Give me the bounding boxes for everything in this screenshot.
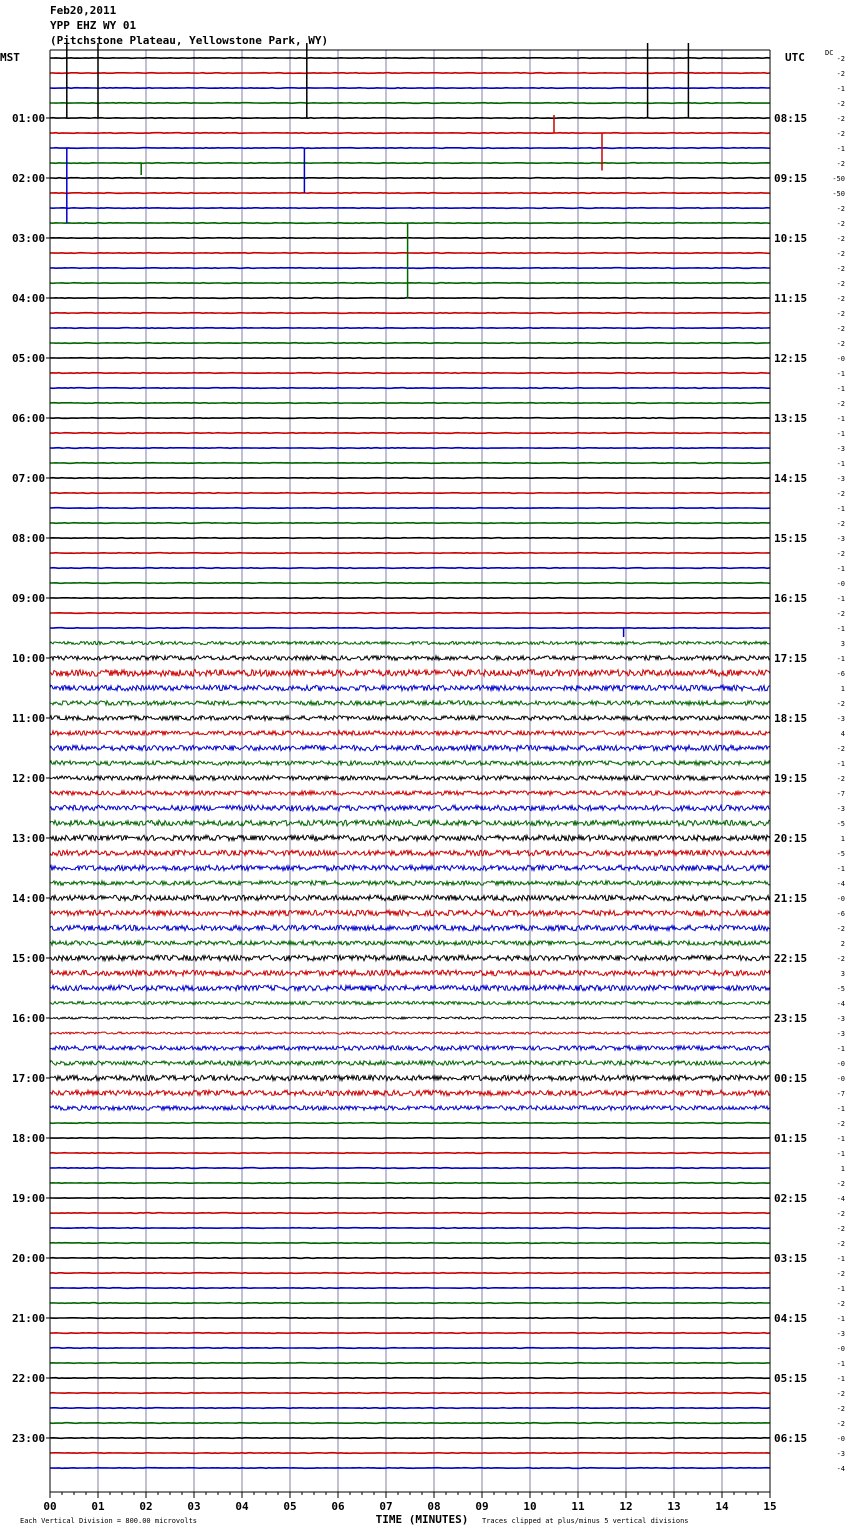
dc-offset-label: -1 [836,1255,845,1263]
trace-line [50,805,770,810]
dc-offset-label: -2 [836,1180,845,1188]
trace-line [50,433,770,434]
trace-line [50,553,770,554]
trace-line [50,598,770,599]
dc-offset-label: -1 [836,865,845,873]
dc-offset-label: -3 [836,535,845,543]
trace-line [50,508,770,509]
dc-offset-label: 4 [840,730,845,738]
dc-offset-label: -2 [836,295,845,303]
mst-tick-label: 14:00 [12,892,46,905]
dc-offset-label: -1 [836,430,845,438]
dc-offset-label: -2 [836,220,845,228]
dc-offset-label: -1 [836,625,845,633]
trace-line [50,1453,770,1454]
trace-line [50,1303,770,1304]
dc-offset-label: -0 [836,1345,845,1353]
dc-offset-label: -1 [836,85,845,93]
trace-line [50,418,770,419]
dc-offset-label: -2 [836,160,845,168]
trace-line [50,448,770,449]
dc-offset-label: -2 [836,400,845,408]
x-tick-label: 02 [139,1500,153,1513]
dc-offset-label: 2 [840,940,845,948]
trace-line [50,328,770,329]
dc-offset-label: -7 [836,790,845,798]
dc-offset-label: -3 [836,1030,845,1038]
dc-offset-label: -1 [836,460,845,468]
trace-line [50,1061,770,1065]
dc-offset-label: -2 [836,610,845,618]
dc-offset-label: -0 [836,355,845,363]
trace-line [50,1106,770,1110]
trace-line [50,716,770,720]
dc-offset-label: -1 [836,1360,845,1368]
dc-offset-label: -4 [836,880,845,888]
trace-line [50,133,770,134]
utc-tick-label: 03:15 [774,1252,808,1265]
trace-line [50,283,770,284]
dc-offset-label: -1 [836,760,845,768]
trace-line [50,568,770,569]
utc-tick-label: 21:15 [774,892,808,905]
trace-line [50,910,770,915]
mst-tick-label: 01:00 [12,112,46,125]
trace-line [50,58,770,59]
x-tick-label: 10 [523,1500,537,1513]
trace-line [50,313,770,314]
dc-offset-label: -2 [836,235,845,243]
footer-left: Each Vertical Division = 800.00 microvolts [20,1517,198,1525]
dc-offset-label: 3 [840,640,845,648]
trace-line [50,88,770,89]
dc-offset-label: -1 [836,1045,845,1053]
trace-line [50,641,770,644]
trace-line [50,358,770,359]
trace-line [50,1168,770,1169]
trace-line [50,1288,770,1289]
mst-tick-label: 06:00 [12,412,46,425]
mst-tick-label: 02:00 [12,172,46,185]
dc-offset-label: -2 [836,925,845,933]
x-tick-label: 07 [379,1500,393,1513]
trace-line [50,118,770,119]
header-date: Feb20,2011 [50,4,117,17]
trace-line [50,955,770,960]
trace-line [50,178,770,179]
trace-line [50,1258,770,1259]
dc-offset-label: -2 [836,265,845,273]
trace-line [50,1273,770,1274]
dc-offset-label: -1 [836,1105,845,1113]
mst-tick-label: 19:00 [12,1192,46,1205]
x-axis-label: TIME (MINUTES) [375,1513,469,1526]
trace-line [50,73,770,74]
x-tick-label: 06 [331,1500,345,1513]
dc-offset-label: -1 [836,655,845,663]
utc-tick-label: 09:15 [774,172,808,185]
x-tick-label: 04 [235,1500,249,1513]
mst-tick-label: 12:00 [12,772,46,785]
mst-tick-label: 15:00 [12,952,46,965]
dc-offset-label: -2 [836,1120,845,1128]
trace-line [50,1423,770,1424]
trace-line [50,1468,770,1469]
trace-line [50,1183,770,1184]
trace-line [50,1046,770,1050]
x-tick-label: 00 [43,1500,57,1513]
trace-line [50,583,770,584]
trace-line [50,478,770,479]
trace-line [50,1075,770,1080]
dc-offset-label: -3 [836,1330,845,1338]
trace-line [50,493,770,494]
trace-line [50,820,770,825]
mst-tick-label: 20:00 [12,1252,46,1265]
grid-lines [98,50,722,1492]
utc-tick-label: 20:15 [774,832,808,845]
x-tick-label: 11 [571,1500,585,1513]
trace-line [50,343,770,344]
dc-offset-label: -2 [836,745,845,753]
utc-tick-label: 12:15 [774,352,808,365]
dc-offset-label: -3 [836,1015,845,1023]
trace-line [50,268,770,269]
trace-line [50,1348,770,1349]
utc-tick-label: 11:15 [774,292,808,305]
dc-offset-label: -1 [836,1135,845,1143]
dc-offset-label: -2 [836,250,845,258]
trace-line [50,1001,770,1004]
utc-axis-label: UTC [785,51,805,64]
trace-line [50,208,770,209]
dc-offset-label: -1 [836,145,845,153]
dc-offset-label: -0 [836,895,845,903]
mst-tick-label: 05:00 [12,352,46,365]
utc-tick-label: 13:15 [774,412,808,425]
trace-line [50,388,770,389]
dc-offset-label: -6 [836,670,845,678]
utc-tick-label: 05:15 [774,1372,808,1385]
dc-offset-label: -5 [836,985,845,993]
trace-line [50,656,770,660]
trace-line [50,403,770,404]
dc-offset-label: -2 [836,1225,845,1233]
trace-line [50,1138,770,1139]
x-tick-label: 05 [283,1500,297,1513]
dc-offset-label: -2 [836,1210,845,1218]
dc-offset-label: -3 [836,1450,845,1458]
trace-line [50,628,770,629]
mst-tick-label: 23:00 [12,1432,46,1445]
x-tick-label: 03 [187,1500,201,1513]
trace-line [50,881,770,885]
mst-tick-label: 13:00 [12,832,46,845]
dc-offset-label: -2 [836,70,845,78]
utc-tick-label: 01:15 [774,1132,808,1145]
trace-line [50,1363,770,1364]
utc-tick-label: 23:15 [774,1012,808,1025]
trace-line [50,941,770,945]
dc-offset-label: -6 [836,910,845,918]
dc-offset-label: -3 [836,805,845,813]
trace-line [50,791,770,795]
utc-tick-label: 02:15 [774,1192,808,1205]
dc-offset-label: -50 [832,190,845,198]
dc-offset-label: -2 [836,775,845,783]
dc-offset-label: -1 [836,1375,845,1383]
dc-offset-label: -1 [836,595,845,603]
trace-line [50,298,770,299]
utc-tick-label: 15:15 [774,532,808,545]
trace-lines [50,58,770,1469]
trace-line [50,1198,770,1199]
dc-offset-label: -2 [836,100,845,108]
dc-offset-label: -4 [836,1465,845,1473]
dc-offset-label: -1 [836,385,845,393]
trace-line [50,238,770,239]
trace-line [50,701,770,705]
dc-offset-label: -50 [832,175,845,183]
trace-line [50,223,770,224]
dc-offset-label: -1 [836,1150,845,1158]
mst-axis-label: MST [0,51,20,64]
dc-offset-label: -1 [836,415,845,423]
x-tick-label: 01 [91,1500,105,1513]
utc-tick-label: 17:15 [774,652,808,665]
trace-line [50,1243,770,1244]
utc-tick-label: 22:15 [774,952,808,965]
trace-line [50,193,770,194]
dc-offset-label: -3 [836,445,845,453]
x-tick-label: 12 [619,1500,633,1513]
trace-line [50,970,770,975]
dc-offset-label: -2 [836,1405,845,1413]
trace-line [50,523,770,524]
mst-tick-label: 09:00 [12,592,46,605]
dc-offset-label: 3 [840,970,845,978]
trace-line [50,925,770,930]
utc-tick-label: 04:15 [774,1312,808,1325]
trace-line [50,253,770,254]
dc-offset-label: -1 [836,505,845,513]
mst-tick-label: 22:00 [12,1372,46,1385]
trace-line [50,163,770,164]
mst-tick-label: 07:00 [12,472,46,485]
dc-offset-label: -2 [836,205,845,213]
trace-line [50,985,770,990]
dc-offset-label: -2 [836,1300,845,1308]
dc-offset-label: -2 [836,1270,845,1278]
trace-line [50,1213,770,1214]
dc-offset-label: -1 [836,565,845,573]
utc-tick-label: 10:15 [774,232,808,245]
trace-line [50,613,770,614]
axis-labels [0,49,845,1526]
trace-line [50,1333,770,1334]
trace-line [50,1378,770,1379]
dc-offset-label: -2 [836,130,845,138]
trace-line [50,373,770,374]
trace-line [50,1228,770,1229]
dc-offset-label: -2 [836,280,845,288]
trace-line [50,835,770,840]
dc-offset-label: -0 [836,580,845,588]
dc-offset-label: -2 [836,550,845,558]
trace-line [50,1393,770,1394]
dc-offset-label: -3 [836,475,845,483]
trace-line [50,1153,770,1154]
trace-line [50,148,770,149]
dc-offset-label: -5 [836,820,845,828]
dc-offset-label: -1 [836,1315,845,1323]
x-tick-label: 08 [427,1500,441,1513]
dc-offset-label: -4 [836,1195,845,1203]
trace-line [50,463,770,464]
trace-line [50,895,770,900]
trace-line [50,776,770,780]
trace-line [50,1318,770,1319]
trace-line [50,1408,770,1409]
x-tick-label: 09 [475,1500,489,1513]
mst-tick-label: 10:00 [12,652,46,665]
dc-offset-label: 1 [840,835,845,843]
header-location: (Pitchstone Plateau, Yellowstone Park, WY) [50,34,329,47]
dc-offset-label: -2 [836,1390,845,1398]
footer-right: Traces clipped at plus/minus 5 vertical divisions [482,1517,689,1525]
dc-offset-label: -2 [836,115,845,123]
mst-tick-label: 08:00 [12,532,46,545]
dc-offset-label: 1 [840,1165,845,1173]
utc-tick-label: 00:15 [774,1072,808,1085]
dc-offset-label: -1 [836,1285,845,1293]
trace-line [50,761,770,765]
mst-tick-label: 11:00 [12,712,46,725]
mst-tick-label: 16:00 [12,1012,46,1025]
trace-line [50,1017,770,1019]
trace-line [50,850,770,855]
header-station: YPP EHZ WY 01 [50,19,137,32]
utc-tick-label: 18:15 [774,712,808,725]
dc-label: DC [825,49,834,57]
utc-tick-label: 06:15 [774,1432,808,1445]
dc-offset-label: -3 [836,715,845,723]
utc-tick-label: 08:15 [774,112,808,125]
x-tick-label: 13 [667,1500,681,1513]
mst-tick-label: 03:00 [12,232,46,245]
dc-offset-label: -4 [836,1000,845,1008]
trace-line [50,685,770,690]
dc-offset-label: -2 [836,325,845,333]
dc-offset-label: 1 [840,685,845,693]
dc-offset-label: -0 [836,1435,845,1443]
trace-line [50,1438,770,1439]
dc-offset-label: -5 [836,850,845,858]
mst-tick-label: 17:00 [12,1072,46,1085]
utc-tick-label: 16:15 [774,592,808,605]
dc-offset-label: -0 [836,1060,845,1068]
trace-line [50,670,770,677]
dc-offset-label: -7 [836,1090,845,1098]
dc-offset-label: -2 [836,1240,845,1248]
x-tick-label: 14 [715,1500,729,1513]
trace-line [50,103,770,104]
dc-offset-label: -2 [836,490,845,498]
dc-offset-label: -0 [836,1075,845,1083]
trace-line [50,1032,770,1034]
trace-line [50,865,770,870]
trace-line [50,1123,770,1124]
dc-offset-label: -2 [836,340,845,348]
utc-tick-label: 14:15 [774,472,808,485]
trace-line [50,1090,770,1095]
dc-offset-label: -2 [836,520,845,528]
dc-offset-label: -2 [836,1420,845,1428]
dc-offset-label: -1 [836,370,845,378]
x-tick-label: 15 [763,1500,777,1513]
mst-tick-label: 21:00 [12,1312,46,1325]
dc-offset-label: -2 [836,55,845,63]
dc-offset-label: -2 [836,700,845,708]
dc-offset-label: -2 [836,310,845,318]
trace-line [50,538,770,539]
mst-tick-label: 18:00 [12,1132,46,1145]
trace-line [50,731,770,735]
dc-offset-label: -2 [836,955,845,963]
utc-tick-label: 19:15 [774,772,808,785]
trace-line [50,745,770,750]
mst-tick-label: 04:00 [12,292,46,305]
